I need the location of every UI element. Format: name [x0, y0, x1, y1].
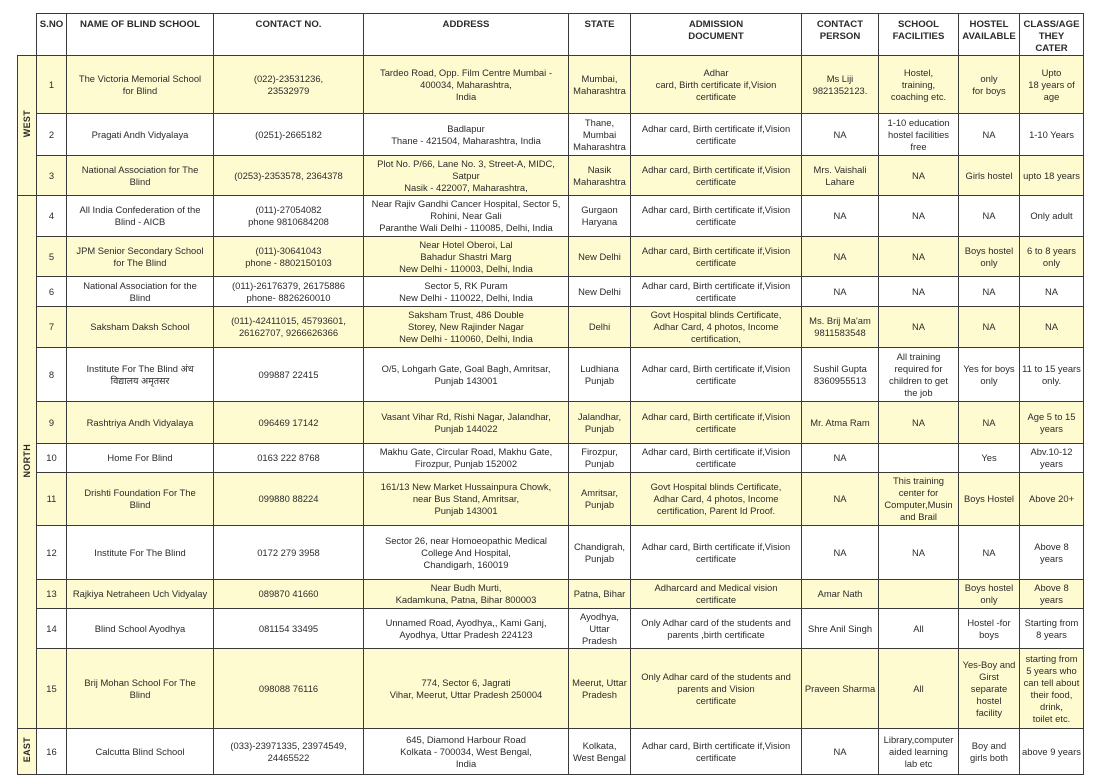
school-name-cell: Rashtriya Andh Vidyalaya — [67, 402, 214, 444]
sno-cell: 3 — [37, 156, 67, 196]
state-cell: Delhi — [569, 307, 631, 348]
sno-cell: 6 — [37, 277, 67, 307]
contact-person-cell: Praveen Sharma — [802, 649, 879, 729]
sno-cell: 5 — [37, 237, 67, 277]
header-contact-no: CONTACT NO. — [214, 14, 364, 56]
contact-person-cell: Ms. Brij Ma'am 9811583548 — [802, 307, 879, 348]
class-age-cell: starting from 5 years who can tell about their food, drink, toilet etc. — [1020, 649, 1084, 729]
admission-document-cell: Adhar card, Birth certificate if,Vision certificate — [631, 348, 802, 402]
sno-cell: 16 — [37, 729, 67, 775]
sno-cell: 15 — [37, 649, 67, 729]
sno-cell: 2 — [37, 114, 67, 156]
table-row — [18, 156, 1084, 196]
hostel-cell: Yes-Boy and Girst separate hostel facility — [959, 649, 1020, 729]
hostel-cell: Yes for boys only — [959, 348, 1020, 402]
header-sno: S.NO — [37, 14, 67, 56]
class-age-cell: above 9 years — [1020, 729, 1084, 775]
facilities-cell: NA — [879, 402, 959, 444]
address-cell: O/5, Lohgarh Gate, Goal Bagh, Amritsar, Punjab 143001 — [364, 348, 569, 402]
state-cell: Chandigrah, Punjab — [569, 526, 631, 580]
contact-person-cell: NA — [802, 114, 879, 156]
hostel-cell: only for boys — [959, 56, 1020, 114]
hostel-cell: NA — [959, 196, 1020, 237]
hostel-cell: NA — [959, 114, 1020, 156]
admission-document-cell: Adhar card, Birth certificate if,Vision certificate — [631, 729, 802, 775]
sno-cell: 7 — [37, 307, 67, 348]
admission-document-cell: Adhar card, Birth certificate if,Vision certificate — [631, 444, 802, 473]
class-age-cell: 6 to 8 years only — [1020, 237, 1084, 277]
state-cell: Ludhiana Punjab — [569, 348, 631, 402]
admission-document-cell: Adhar card, Birth certificate if,Vision certificate — [631, 156, 802, 196]
table-row — [18, 444, 1084, 473]
contact-no-cell: (011)-26176379, 26175886 phone- 8826260010 — [214, 277, 364, 307]
table-row — [18, 114, 1084, 156]
class-age-cell: Age 5 to 15 years — [1020, 402, 1084, 444]
contact-person-cell: Sushil Gupta 8360955513 — [802, 348, 879, 402]
header-row — [18, 14, 1084, 56]
contact-person-cell: Mrs. Vaishali Lahare — [802, 156, 879, 196]
admission-document-cell: Adhar card, Birth certificate if,Vision certificate — [631, 56, 802, 114]
class-age-cell: Above 8 years — [1020, 580, 1084, 609]
school-name-cell: Home For Blind — [67, 444, 214, 473]
contact-person-cell: NA — [802, 237, 879, 277]
state-cell: Mumbai, Maharashtra — [569, 56, 631, 114]
header-contact-person: CONTACT PERSON — [802, 14, 879, 56]
class-age-cell: 11 to 15 years only. — [1020, 348, 1084, 402]
contact-person-cell: Ms Liji 9821352123. — [802, 56, 879, 114]
school-name-cell: National Association for the Blind — [67, 277, 214, 307]
facilities-cell: NA — [879, 526, 959, 580]
table-row — [18, 729, 1084, 775]
class-age-cell: NA — [1020, 307, 1084, 348]
address-cell: Unnamed Road, Ayodhya,, Kami Ganj, Ayodhya, Uttar Pradesh 224123 — [364, 609, 569, 649]
state-cell: Thane, Mumbai Maharashtra — [569, 114, 631, 156]
hostel-cell: Hostel -for boys — [959, 609, 1020, 649]
region-label-north — [18, 196, 37, 729]
address-cell: Vasant Vihar Rd, Rishi Nagar, Jalandhar, Punjab 144022 — [364, 402, 569, 444]
contact-no-cell: 081154 33495 — [214, 609, 364, 649]
table-row — [18, 402, 1084, 444]
region-header-blank — [18, 14, 37, 56]
facilities-cell: 1-10 education hostel facilities free — [879, 114, 959, 156]
contact-no-cell: (011)-27054082 phone 9810684208 — [214, 196, 364, 237]
contact-person-cell: Shre Anil Singh — [802, 609, 879, 649]
class-age-cell: Above 8 years — [1020, 526, 1084, 580]
sno-cell: 1 — [37, 56, 67, 114]
sno-cell: 9 — [37, 402, 67, 444]
hostel-cell: Boy and girls both — [959, 729, 1020, 775]
hostel-cell: Girls hostel — [959, 156, 1020, 196]
school-name-cell: Institute For The Blind अंध विद्यालय अमृतसर — [67, 348, 214, 402]
school-name-cell: Calcutta Blind School — [67, 729, 214, 775]
facilities-cell — [879, 580, 959, 609]
address-cell: Near Rajiv Gandhi Cancer Hospital, Sector 5, Rohini, Near Gali Paranthe Wali Delhi - 110085, Delhi, India — [364, 196, 569, 237]
contact-no-cell: (033)-23971335, 23974549, 24465522 — [214, 729, 364, 775]
class-age-cell: Above 20+ — [1020, 473, 1084, 526]
contact-no-cell: 096469 17142 — [214, 402, 364, 444]
class-age-cell: Upto 18 years of age — [1020, 56, 1084, 114]
admission-document-cell: Govt Hospital blinds Certificate, Adhar Card, 4 photos, Income certification, — [631, 307, 802, 348]
school-name-cell: JPM Senior Secondary School for The Blind — [67, 237, 214, 277]
state-cell: Patna, Bihar — [569, 580, 631, 609]
admission-document-cell: Adhar card, Birth certificate if,Vision certificate — [631, 237, 802, 277]
admission-document-cell: Only Adhar card of the students and parents ,birth certificate — [631, 609, 802, 649]
table-body — [18, 56, 1084, 775]
facilities-cell: NA — [879, 277, 959, 307]
table-row — [18, 473, 1084, 526]
school-name-cell: Blind School Ayodhya — [67, 609, 214, 649]
admission-document-cell: Adhar card, Birth certificate if,Vision certificate — [631, 277, 802, 307]
address-cell: Plot No. P/66, Lane No. 3, Street-A, MIDC, Satpur Nasik - 422007, Maharashtra, — [364, 156, 569, 196]
contact-person-cell: NA — [802, 277, 879, 307]
facilities-cell: All — [879, 609, 959, 649]
table-row — [18, 56, 1084, 114]
school-name-cell: Saksham Daksh School — [67, 307, 214, 348]
school-name-cell: Drishti Foundation For The Blind — [67, 473, 214, 526]
class-age-cell: Starting from 8 years — [1020, 609, 1084, 649]
table-row — [18, 649, 1084, 729]
table-row — [18, 237, 1084, 277]
contact-no-cell: 089870 41660 — [214, 580, 364, 609]
header-school-facilities: SCHOOL FACILITIES — [879, 14, 959, 56]
contact-no-cell: 099880 88224 — [214, 473, 364, 526]
class-age-cell: Only adult — [1020, 196, 1084, 237]
admission-document-cell: Adhar card, Birth certificate if,Vision certificate — [631, 526, 802, 580]
contact-no-cell: 099887 22415 — [214, 348, 364, 402]
state-cell: New Delhi — [569, 237, 631, 277]
contact-no-cell: (0253)-2353578, 2364378 — [214, 156, 364, 196]
address-cell: Saksham Trust, 486 Double Storey, New Rajinder Nagar New Delhi - 110060, Delhi, India — [364, 307, 569, 348]
facilities-cell: All — [879, 649, 959, 729]
class-age-cell: 1-10 Years — [1020, 114, 1084, 156]
region-label-east — [18, 729, 37, 775]
hostel-cell: NA — [959, 402, 1020, 444]
sno-cell: 10 — [37, 444, 67, 473]
address-cell: Tardeo Road, Opp. Film Centre Mumbai - 400034, Maharashtra, India — [364, 56, 569, 114]
state-cell: Jalandhar, Punjab — [569, 402, 631, 444]
table-row — [18, 526, 1084, 580]
facilities-cell: NA — [879, 307, 959, 348]
sno-cell: 14 — [37, 609, 67, 649]
address-cell: Makhu Gate, Circular Road, Makhu Gate, Firozpur, Punjab 152002 — [364, 444, 569, 473]
class-age-cell: NA — [1020, 277, 1084, 307]
hostel-cell: Yes — [959, 444, 1020, 473]
table-row — [18, 609, 1084, 649]
school-name-cell: The Victoria Memorial School for Blind — [67, 56, 214, 114]
facilities-cell: NA — [879, 237, 959, 277]
admission-document-cell: Adhar card, Birth certificate if,Vision certificate — [631, 114, 802, 156]
contact-person-cell: NA — [802, 473, 879, 526]
contact-person-cell: NA — [802, 196, 879, 237]
facilities-cell: All training required for children to get the job — [879, 348, 959, 402]
hostel-cell: NA — [959, 526, 1020, 580]
admission-document-cell: Adhar card, Birth certificate if,Vision certificate — [631, 196, 802, 237]
admission-document-cell: Adhar card, Birth certificate if,Vision certificate — [631, 402, 802, 444]
table-row — [18, 277, 1084, 307]
table-row — [18, 196, 1084, 237]
schools-table-container — [17, 13, 1084, 775]
school-name-cell: National Association for The Blind — [67, 156, 214, 196]
table-row — [18, 348, 1084, 402]
address-cell: 645, Diamond Harbour Road Kolkata - 700034, West Bengal, India — [364, 729, 569, 775]
address-cell: Near Hotel Oberoi, Lal Bahadur Shastri Marg New Delhi - 110003, Delhi, India — [364, 237, 569, 277]
header-state: STATE — [569, 14, 631, 56]
header-address: ADDRESS — [364, 14, 569, 56]
header-class-age: CLASS/AGE THEY CATER — [1020, 14, 1084, 56]
header-admission-document: ADMISSION DOCUMENT — [631, 14, 802, 56]
sno-cell: 4 — [37, 196, 67, 237]
facilities-cell — [879, 444, 959, 473]
contact-no-cell: (0251)-2665182 — [214, 114, 364, 156]
facilities-cell: Hostel, training, coaching etc. — [879, 56, 959, 114]
region-text: NORTH — [22, 443, 32, 478]
contact-no-cell: 098088 76116 — [214, 649, 364, 729]
state-cell: Nasik Maharashtra — [569, 156, 631, 196]
contact-person-cell: Mr. Atma Ram — [802, 402, 879, 444]
state-cell: Amritsar, Punjab — [569, 473, 631, 526]
contact-no-cell: 0163 222 8768 — [214, 444, 364, 473]
school-name-cell: Brij Mohan School For The Blind — [67, 649, 214, 729]
school-name-cell: All India Confederation of the Blind - AICB — [67, 196, 214, 237]
contact-person-cell: Amar Nath — [802, 580, 879, 609]
contact-no-cell: (011)-30641043 phone - 8802150103 — [214, 237, 364, 277]
hostel-cell: Boys hostel only — [959, 237, 1020, 277]
contact-no-cell: (011)-42411015, 45793601, 26162707, 9266626366 — [214, 307, 364, 348]
state-cell: New Delhi — [569, 277, 631, 307]
hostel-cell: NA — [959, 307, 1020, 348]
hostel-cell: Boys hostel only — [959, 580, 1020, 609]
admission-document-cell: Adharcard and Medical vision certificate — [631, 580, 802, 609]
blind-schools-table — [17, 13, 1084, 775]
header-school-name: NAME OF BLIND SCHOOL — [67, 14, 214, 56]
contact-person-cell: NA — [802, 729, 879, 775]
hostel-cell: Boys Hostel — [959, 473, 1020, 526]
school-name-cell: Rajkiya Netraheen Uch Vidyalay — [67, 580, 214, 609]
header-hostel-available: HOSTEL AVAILABLE — [959, 14, 1020, 56]
hostel-cell: NA — [959, 277, 1020, 307]
school-name-cell: Institute For The Blind — [67, 526, 214, 580]
address-cell: Sector 26, near Homoeopathic Medical College And Hospital, Chandigarh, 160019 — [364, 526, 569, 580]
facilities-cell: This training center for Computer,Musin and Brail — [879, 473, 959, 526]
state-cell: Kolkata, West Bengal — [569, 729, 631, 775]
table-row — [18, 580, 1084, 609]
table-row — [18, 307, 1084, 348]
facilities-cell: NA — [879, 156, 959, 196]
region-text: WEST — [22, 110, 32, 138]
address-cell: 774, Sector 6, Jagrati Vihar, Meerut, Uttar Pradesh 250004 — [364, 649, 569, 729]
admission-document-cell: Govt Hospital blinds Certificate, Adhar Card, 4 photos, Income certification, Parent Id Proof. — [631, 473, 802, 526]
sno-cell: 12 — [37, 526, 67, 580]
facilities-cell: Library,computer aided learning lab etc — [879, 729, 959, 775]
address-cell: 161/13 New Market Hussainpura Chowk, near Bus Stand, Amritsar, Punjab 143001 — [364, 473, 569, 526]
address-cell: Sector 5, RK Puram New Delhi - 110022, Delhi, India — [364, 277, 569, 307]
state-cell: Firozpur, Punjab — [569, 444, 631, 473]
class-age-cell: upto 18 years — [1020, 156, 1084, 196]
region-label-west — [18, 56, 37, 196]
state-cell: Meerut, Uttar Pradesh — [569, 649, 631, 729]
facilities-cell: NA — [879, 196, 959, 237]
contact-person-cell: NA — [802, 526, 879, 580]
admission-document-cell: Only Adhar card of the students and parents and Vision certificate — [631, 649, 802, 729]
address-cell: Badlapur Thane - 421504, Maharashtra, India — [364, 114, 569, 156]
contact-no-cell: (022)-23531236, 23532979 — [214, 56, 364, 114]
sno-cell: 8 — [37, 348, 67, 402]
contact-no-cell: 0172 279 3958 — [214, 526, 364, 580]
sno-cell: 11 — [37, 473, 67, 526]
sno-cell: 13 — [37, 580, 67, 609]
contact-person-cell: NA — [802, 444, 879, 473]
state-cell: Ayodhya, Uttar Pradesh — [569, 609, 631, 649]
region-text: EAST — [22, 737, 32, 763]
address-cell: Near Budh Murti, Kadamkuna, Patna, Bihar 800003 — [364, 580, 569, 609]
school-name-cell: Pragati Andh Vidyalaya — [67, 114, 214, 156]
class-age-cell: Abv.10-12 years — [1020, 444, 1084, 473]
state-cell: Gurgaon Haryana — [569, 196, 631, 237]
